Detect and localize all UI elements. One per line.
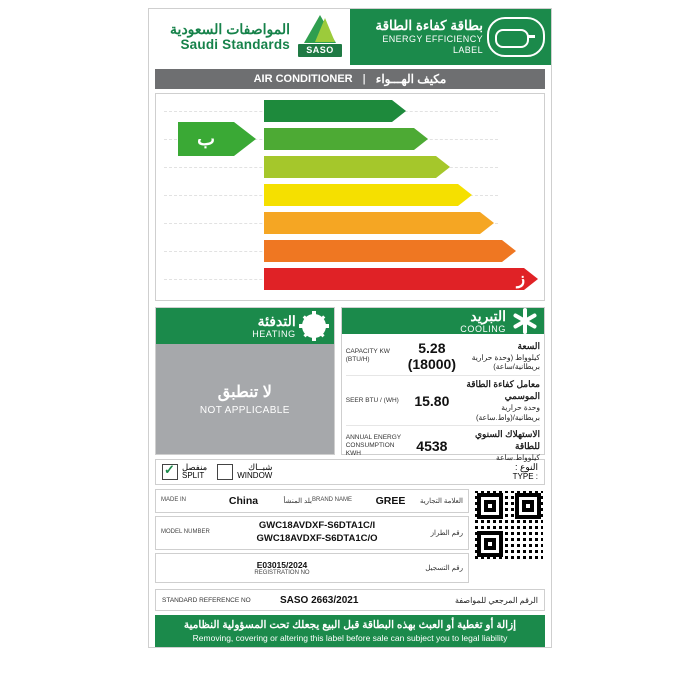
grade-row [156,238,544,264]
label-title-ar: بطاقة كفاءة الطاقة [375,18,483,34]
heating-title-en: HEATING [252,328,296,339]
registration-number [161,560,403,576]
product-type-ar: مكيف الهـــواء [375,72,447,86]
cooling-metric-label-ar [456,429,540,462]
cooling-metrics [342,334,544,468]
made-in-label-ar: بلد المنشأ [283,498,312,505]
label-title-en: ENERGY EFFICIENCY LABEL [382,34,483,56]
logo-band-label: SASO [298,44,342,57]
cooling-title [348,308,512,334]
legal-footer-en: Removing, covering or altering this label before sale can subject you to legal liability [192,633,508,643]
cooling-panel [341,307,545,462]
split-label [182,463,207,481]
grade-bar [264,128,428,150]
grade-bar [264,156,450,178]
type-option-window[interactable] [217,463,272,481]
air-conditioner-icon [487,17,545,57]
standard-label-en: STANDARD REFERENCE NO [162,596,251,604]
grade-letter: ج [515,157,527,176]
grade-bar-body [264,184,458,206]
brand-value: GREE [375,495,406,507]
cooling-metric-row [346,376,540,426]
cooling-title-en: COOLING [460,324,506,335]
selected-grade-arrow [178,122,256,156]
registration-row [155,553,469,583]
saso-logo-icon [296,14,344,60]
cooling-metric-label-en: SEER BTU / (WH) [345,396,399,404]
grade-bar-body [264,268,524,290]
brand-label-en: BRAND NAME [312,497,353,504]
cooling-header [342,308,544,334]
product-type-bar [155,69,545,89]
type-field-label [513,463,538,482]
label-title-block [350,9,551,65]
cooling-metric-label-ar [456,379,540,422]
standard-value: SASO 2663/2021 [280,594,359,606]
sun-icon [302,314,326,338]
grade-bar-tip [480,212,494,234]
heating-panel [155,307,335,455]
window-label-ar: شبــاك [248,461,273,472]
grade-bar-tip [458,184,472,206]
grade-letter: و [516,241,526,260]
grade-bar [264,100,406,122]
heating-cooling-section [155,307,545,462]
type-field-label-en: TYPE : [512,471,538,481]
product-type-separator: | [362,73,366,85]
grade-bar [264,212,494,234]
grade-letter: أ [518,101,524,120]
energy-label-card [148,8,552,648]
cooling-metric-label-ar-sub: كيلوواط.ساعة [496,452,540,462]
cooling-metric-value: 4538 [416,437,448,454]
cooling-metric-label-ar [456,341,540,372]
grade-letter: ز [516,269,526,288]
grade-row [156,182,544,208]
label-title-text [356,18,487,56]
cooling-metric-label-ar-main: معامل كفاءة الطاقة الموسمي [466,379,540,402]
grade-bar-body [264,212,480,234]
legal-footer-ar: إزالة أو تغطية أو العبث بهذه البطاقة قبل البيع يجعلك تحت المسؤولية النظامية [183,619,517,631]
selected-grade-letter: ب [178,122,234,156]
grade-letter: ب [512,129,529,148]
saso-name-en: Saudi Standards [180,37,290,53]
grade-row [156,266,544,292]
brand-label-ar: العلامة التجارية [419,498,463,505]
registration-label-en: REGISTRATION NO [254,570,310,576]
logo-triangle-light [315,18,335,42]
heating-value-ar: لا تنطبق [217,384,272,401]
cooling-metric-label-ar-main: السعة [517,340,540,351]
grade-bar-tip [414,128,428,150]
cooling-metric-row [346,337,540,376]
grade-letter: هـ [514,213,528,232]
product-info-section [155,489,545,586]
grade-bar-tip [392,100,406,122]
heating-header [156,308,334,344]
model-label-ar: رقم الطراز [430,530,463,537]
model-label-en: MODEL NUMBER [161,529,210,536]
grade-row [156,154,544,180]
saso-name-ar: المواصفات السعودية [170,21,290,38]
type-field-label-ar: النوع : [515,461,538,472]
registration-label-ar: رقم التسجيل [425,565,463,572]
cooling-metric-label-en: ANNUAL ENERGY CONSUMPTION KWH [345,433,402,457]
grade-bar [264,184,472,206]
efficiency-grade-scale [155,93,545,301]
window-label [237,463,272,481]
heating-title-ar: التدفئة [257,312,296,329]
heating-value-area [156,344,334,454]
saso-text [170,21,290,53]
window-label-en: WINDOW [237,471,273,481]
registration-value: E03015/2024 [256,560,308,570]
cooling-metric-row [346,426,540,465]
heating-title [162,313,302,339]
grade-row [156,98,544,124]
cooling-metric-label-ar-sub: كيلوواط (وحدة حرارية بريطانية/ساعة) [471,352,540,372]
grade-bar-tip [436,156,450,178]
grade-bar [264,240,516,262]
cooling-metric-label-en: CAPACITY KW (BTU/H) [345,348,390,364]
standard-label-ar: الرقم المرجعي للمواصفة [454,595,538,605]
model-value-line1: GWC18AVDXF-S6DTA1C/I [258,520,376,532]
cooling-metric-value: 15.80 [414,392,450,409]
legal-footer [155,615,545,647]
model-value [215,520,419,546]
saso-branding [149,9,350,65]
made-in-label-en: MADE IN [161,497,187,504]
selected-grade-arrow-tip [234,122,256,156]
cooling-metric-value-secondary: (18000) [407,356,456,373]
cooling-title-ar: التبريد [470,308,506,324]
grade-letter: د [517,185,525,204]
grade-bar-body [264,100,392,122]
type-option-split[interactable] [162,463,207,481]
brand-cell [312,495,463,507]
standard-reference-row [155,589,545,611]
cooling-metric-value: 5.28 (18000) [407,340,456,373]
snowflake-icon [512,308,538,334]
grade-bar-body [264,128,414,150]
window-checkbox[interactable] [217,464,233,480]
made-in-cell [161,495,312,507]
cooling-metric-label-ar-main: الاستهلاك السنوي للطاقة [474,429,540,451]
product-info-rows [155,489,469,586]
model-number-row [155,516,469,550]
product-type-en: AIR CONDITIONER [253,73,353,85]
grade-row [156,210,544,236]
made-in-value: China [228,495,259,507]
split-label-en: SPLIT [182,471,205,481]
grade-bar-body [264,240,502,262]
label-header [149,9,551,65]
heating-value-en: NOT APPLICABLE [199,405,290,416]
grade-bar-body [264,156,436,178]
cooling-metric-label-ar-sub: وحدة حرارية بريطانية/(واط.ساعة) [476,402,540,422]
split-label-ar: منفصل [182,461,208,472]
qr-code-icon[interactable] [473,489,545,561]
model-value-line2: GWC18AVDXF-S6DTA1C/O [256,533,378,544]
made-in-brand-row [155,489,469,513]
split-checkbox[interactable] [162,464,178,480]
grade-bar [264,268,538,290]
